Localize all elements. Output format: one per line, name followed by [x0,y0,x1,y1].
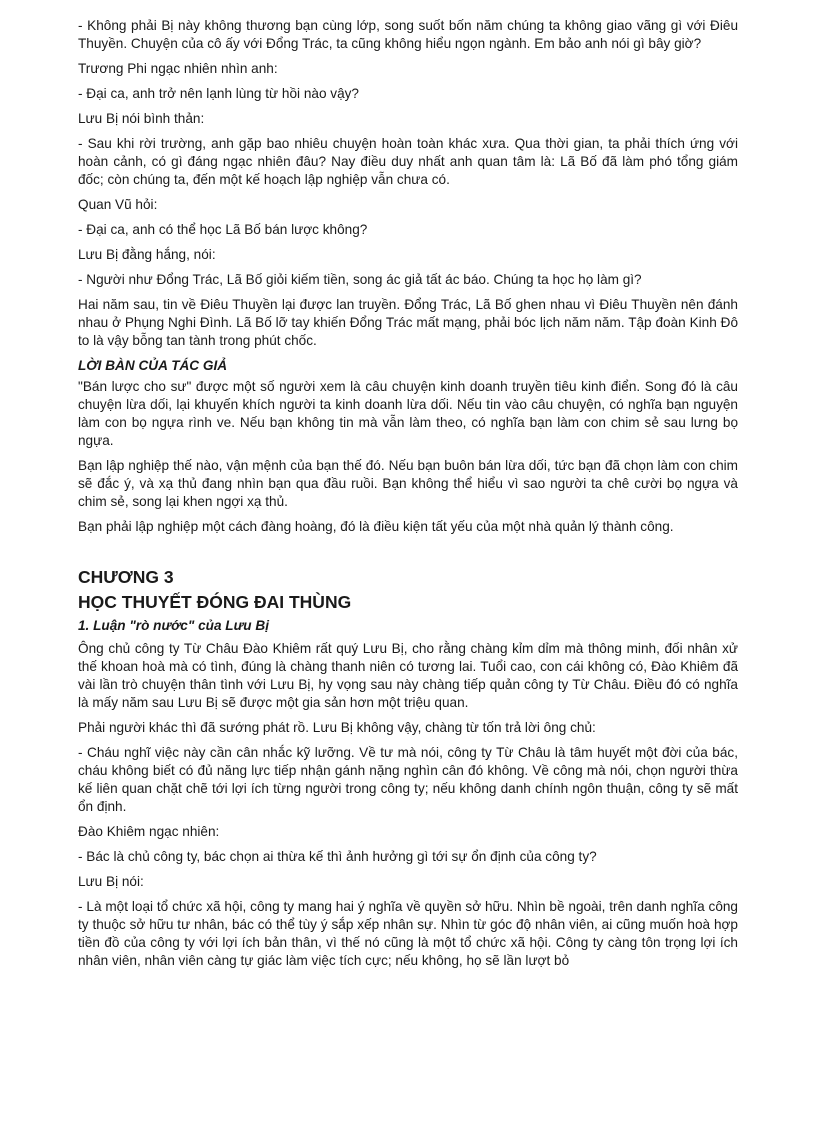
paragraph: Hai năm sau, tin về Điêu Thuyền lại được lan truyền. Đổng Trác, Lã Bố ghen nhau vì Điêu Thuyền nên đánh nhau ở Phụng Nghi Đình. Lã Bố lỡ tay khiến Đổng Trác mất mạng, phải bóc lịch năm năm. Tập đoàn Kinh Đô to là vậy bỗng tan tành trong phút chốc. [78,297,738,348]
paragraph: "Bán lược cho sư" được một số người xem là câu chuyện kinh doanh truyền tiêu kinh điển. Song đó là câu chuyện lừa dối, lại khuyến khích người ta kinh doanh lừa dối. Nếu tin vào câu chuyện, có nghĩa bạn nguyện làm con bọ ngựa rình ve. Nếu bạn không tin mà vẫn làm theo, có nghĩa bạn làm con chim sẻ sau lưng bọ ngựa. [78,379,738,448]
paragraph: Đào Khiêm ngạc nhiên: [78,824,220,839]
chapter-label: CHƯƠNG 3 [78,567,174,587]
paragraph: - Đại ca, anh có thể học Lã Bố bán lược không? [78,222,368,237]
paragraph: Lưu Bị đằng hắng, nói: [78,247,216,262]
paragraph: Trương Phi ngạc nhiên nhìn anh: [78,61,278,76]
paragraph: Lưu Bị nói bình thản: [78,111,205,126]
paragraph: Lưu Bị nói: [78,874,144,889]
paragraph: - Đại ca, anh trở nên lạnh lùng từ hồi nào vậy? [78,86,359,101]
subsection-heading: 1. Luận "rò nước" của Lưu Bị [78,618,269,633]
paragraph: Bạn phải lập nghiệp một cách đàng hoàng, đó là điều kiện tất yếu của một nhà quản lý thành công. [78,519,674,534]
paragraph: - Không phải Bị này không thương bạn cùng lớp, song suốt bốn năm chúng ta không giao vãng gì với Điêu Thuyền. Chuyện của cô ấy với Đổng Trác, ta cũng không hiểu ngọn ngành. Em bảo anh nói gì bây giờ? [78,18,738,51]
paragraph: - Là một loại tổ chức xã hội, công ty mang hai ý nghĩa về quyền sở hữu. Nhìn bề ngoài, trên danh nghĩa công ty thuộc sở hữu tư nhân, bác có thể tùy ý sắp xếp nhân sự. Nhìn từ góc độ nhân viên, ai cũng muốn hoà hợp tiền đồ của công ty với lợi ích bản thân, vì thế nó cũng là một tổ chức xã hội. Công ty càng tôn trọng lợi ích nhân viên, nhân viên càng tự giác làm việc tích cực; nếu không, họ sẽ lần lượt bỏ [78,899,738,968]
chapter-title: HỌC THUYẾT ĐÓNG ĐAI THÙNG [78,592,352,612]
paragraph: Quan Vũ hỏi: [78,197,158,212]
author-note-heading: LỜI BÀN CỦA TÁC GIẢ [78,358,228,373]
paragraph: Bạn lập nghiệp thế nào, vận mệnh của bạn thế đó. Nếu bạn buôn bán lừa dối, tức bạn đã chọn làm con chim sẽ đắc ý, và xạ thủ đang nhìn bạn qua đầu ruồi. Bạn không thể hiểu vì sao người ta chê cười bọ ngựa và chim sẻ, song lại khen ngợi xạ thủ. [78,458,738,509]
paragraph: Phải người khác thì đã sướng phát rồ. Lưu Bị không vậy, chàng từ tốn trả lời ông chủ: [78,720,596,735]
document-page [78,17,738,977]
paragraph: Ông chủ công ty Từ Châu Đào Khiêm rất quý Lưu Bị, cho rằng chàng kỉm dỉm mà thông minh, đối nhân xử thế khoan hoà mà có tình, đúng là chàng thanh niên có tương lai. Tuổi cao, con cái không có, Đào Khiêm đã vài lần trò chuyện thân tình với Lưu Bị, hy vọng sau này chàng tiếp quản công ty Từ Châu. Điều đó có nghĩa là mấy năm sau Lưu Bị sẽ được một gia sản hơn một triệu quan. [78,641,738,710]
paragraph: - Cháu nghĩ việc này cần cân nhắc kỹ lưỡng. Về tư mà nói, công ty Từ Châu là tâm huyết một đời của bác, cháu không biết có đủ năng lực tiếp nhận gánh nặng nghìn cân đó không. Về công mà nói, chọn người thừa kế liên quan chặt chẽ tới lợi ích từng người trong công ty; nếu không danh chính ngôn thuận, công ty sẽ mất ổn định. [78,745,738,814]
paragraph: - Bác là chủ công ty, bác chọn ai thừa kế thì ảnh hưởng gì tới sự ổn định của công ty? [78,849,597,864]
paragraph: - Sau khi rời trường, anh gặp bao nhiêu chuyện hoàn toàn khác xưa. Qua thời gian, ta phải thích ứng với hoàn cảnh, có gì đáng ngạc nhiên đâu? Nay điều duy nhất anh quan tâm là: Lã Bố đã làm phó tổng giám đốc; còn chúng ta, đến một kế hoạch lập nghiệp vẫn chưa có. [78,136,738,187]
paragraph: - Người như Đổng Trác, Lã Bố giỏi kiếm tiền, song ác giả tất ác báo. Chúng ta học họ làm gì? [78,272,642,287]
